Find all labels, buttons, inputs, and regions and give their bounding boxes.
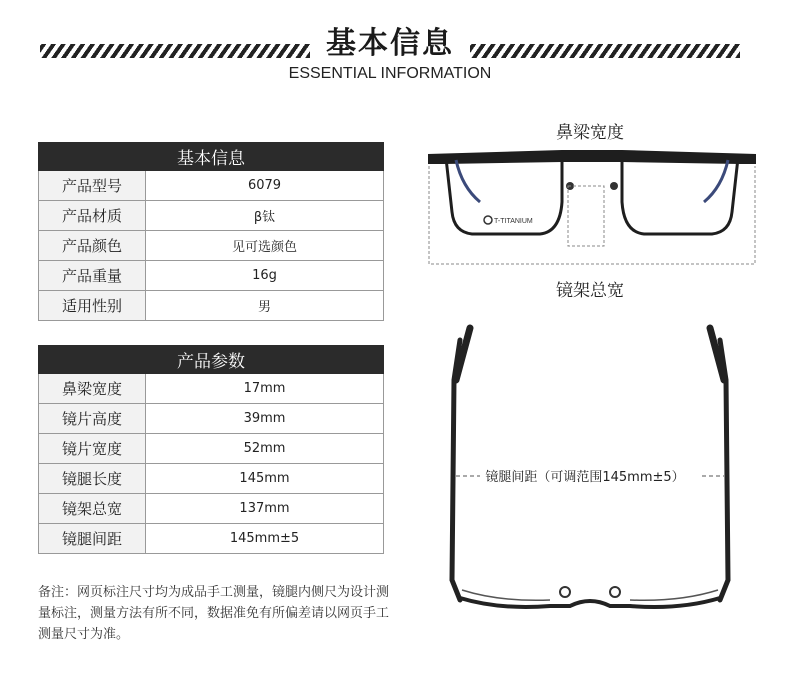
params-table xyxy=(38,345,384,554)
header-hatch-right xyxy=(470,44,740,58)
params-title: 产品参数 xyxy=(39,346,384,374)
temple-distance-label: 镜腿间距（可调范围145mm±5） xyxy=(485,470,685,485)
table-row xyxy=(39,261,384,291)
footnote: 备注：网页标注尺寸均为成品手工测量，镜腿内侧尺为设计测量标注，测量方法有所不同，数据准免有所偏差请以网页手工测量尺寸为准。 xyxy=(38,585,390,642)
table-row xyxy=(39,201,384,231)
row-value: 145mm±5 xyxy=(146,524,384,554)
bridge-width-label: 鼻梁宽度 xyxy=(556,123,624,143)
table-row xyxy=(39,231,384,261)
table-row xyxy=(39,524,384,554)
row-value: β钛 xyxy=(146,201,384,231)
row-label: 镜片高度 xyxy=(39,404,146,434)
row-label: 适用性别 xyxy=(39,291,146,321)
table-row xyxy=(39,434,384,464)
basic-info-title: 基本信息 xyxy=(39,143,384,171)
header-hatch-left xyxy=(40,44,310,58)
table-row xyxy=(39,494,384,524)
page-header xyxy=(0,0,790,90)
row-label: 镜腿间距 xyxy=(39,524,146,554)
row-value: 男 xyxy=(146,291,384,321)
row-label: 产品型号 xyxy=(39,171,146,201)
total-width-label: 镜架总宽 xyxy=(556,281,624,301)
row-value: 137mm xyxy=(146,494,384,524)
page-subtitle: ESSENTIAL INFORMATION xyxy=(288,65,492,82)
lens-mark: T-TITANIUM xyxy=(494,218,533,225)
row-value: 145mm xyxy=(146,464,384,494)
row-label: 产品颜色 xyxy=(39,231,146,261)
row-value: 52mm xyxy=(146,434,384,464)
row-value: 见可选颜色 xyxy=(146,231,384,261)
row-label: 镜架总宽 xyxy=(39,494,146,524)
table-row xyxy=(39,404,384,434)
row-label: 产品材质 xyxy=(39,201,146,231)
row-value: 39mm xyxy=(146,404,384,434)
table-row xyxy=(39,464,384,494)
table-row xyxy=(39,291,384,321)
row-label: 镜腿长度 xyxy=(39,464,146,494)
basic-info-table xyxy=(38,142,384,321)
table-row xyxy=(39,171,384,201)
table-row xyxy=(39,374,384,404)
row-label: 鼻梁宽度 xyxy=(39,374,146,404)
page-title: 基本信息 xyxy=(326,26,454,61)
glasses-front-diagram xyxy=(422,142,762,272)
row-label: 镜片宽度 xyxy=(39,434,146,464)
row-value: 16g xyxy=(146,261,384,291)
row-value: 17mm xyxy=(146,374,384,404)
row-value: 6079 xyxy=(146,171,384,201)
row-label: 产品重量 xyxy=(39,261,146,291)
